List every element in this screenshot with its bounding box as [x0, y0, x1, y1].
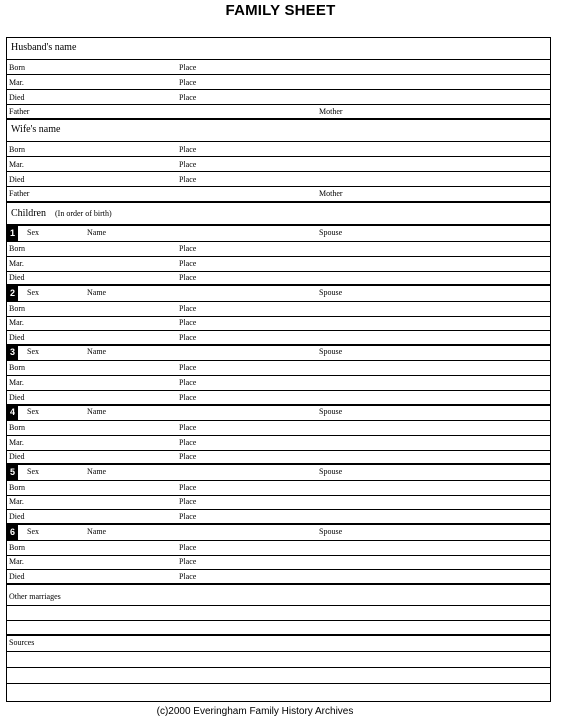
place-label: Place: [179, 571, 197, 581]
place-label: Place: [179, 258, 197, 268]
page-title: FAMILY SHEET: [225, 2, 336, 19]
place-label: Place: [179, 318, 197, 328]
mar-label: Mar.: [9, 378, 24, 387]
died-label: Died: [9, 332, 25, 342]
children-label: Children: [11, 208, 46, 219]
mar-label: Mar.: [9, 258, 24, 268]
child-header-row[interactable]: [7, 525, 550, 541]
child-mar-row[interactable]: [7, 555, 550, 570]
other-marriages-row[interactable]: [7, 590, 550, 606]
wife-died-row[interactable]: [7, 172, 550, 187]
mother-label: Mother: [319, 189, 343, 198]
born-label: Born: [9, 244, 25, 253]
mother-label: Mother: [319, 107, 343, 116]
place-label: Place: [179, 78, 197, 87]
wife-name-label: Wife's name: [11, 124, 61, 135]
sources-row[interactable]: [7, 636, 550, 652]
husband-name-row[interactable]: [7, 38, 550, 60]
place-label: Place: [179, 63, 197, 72]
child-mar-row[interactable]: [7, 316, 550, 331]
died-label: Died: [9, 571, 25, 581]
sources-line[interactable]: [7, 668, 550, 684]
name-label: Name: [87, 466, 107, 476]
child-mar-row[interactable]: [7, 495, 550, 510]
children-note: (In order of birth): [55, 209, 112, 218]
child-died-row[interactable]: [7, 570, 550, 585]
child-number-badge: 6: [7, 525, 18, 540]
name-label: Name: [87, 347, 107, 357]
husband-name-label: Husband's name: [11, 42, 77, 53]
place-label: Place: [179, 160, 197, 169]
child-died-row[interactable]: [7, 331, 550, 346]
other-marriages-line[interactable]: [7, 621, 550, 636]
place-label: Place: [179, 512, 197, 521]
child-number-badge: 4: [7, 405, 18, 420]
mar-label: Mar.: [9, 557, 24, 567]
spouse-label: Spouse: [319, 347, 343, 357]
child-mar-row[interactable]: [7, 257, 550, 272]
child-mar-row[interactable]: [7, 376, 550, 391]
child-header-row[interactable]: [7, 465, 550, 481]
mar-label: Mar.: [9, 160, 24, 169]
born-label: Born: [9, 363, 25, 373]
family-sheet-form: [6, 37, 551, 702]
place-label: Place: [179, 244, 197, 253]
sex-label: Sex: [27, 228, 39, 237]
born-label: Born: [9, 542, 25, 552]
place-label: Place: [179, 378, 197, 387]
child-header-row[interactable]: [7, 286, 550, 302]
born-label: Born: [9, 145, 25, 154]
child-born-row[interactable]: [7, 242, 550, 257]
sex-label: Sex: [27, 347, 39, 357]
child-header-row[interactable]: [7, 226, 550, 242]
spouse-label: Spouse: [319, 466, 343, 476]
place-label: Place: [179, 482, 197, 492]
spouse-label: Spouse: [319, 287, 343, 297]
died-label: Died: [9, 452, 25, 462]
died-label: Died: [9, 512, 25, 521]
place-label: Place: [179, 363, 197, 373]
place-label: Place: [179, 437, 197, 447]
mar-label: Mar.: [9, 78, 24, 87]
died-label: Died: [9, 392, 25, 402]
other-marriages-label: Other marriages: [9, 592, 61, 601]
child-died-row[interactable]: [7, 450, 550, 465]
sex-label: Sex: [27, 407, 39, 417]
name-label: Name: [87, 228, 107, 237]
child-born-row[interactable]: [7, 481, 550, 496]
mar-label: Mar.: [9, 318, 24, 328]
sex-label: Sex: [27, 287, 39, 297]
sources-line[interactable]: [7, 684, 550, 701]
name-label: Name: [87, 526, 107, 536]
footer-copyright: (c)2000 Everingham Family History Archives: [156, 706, 354, 717]
sources-line[interactable]: [7, 652, 550, 668]
husband-died-row[interactable]: [7, 90, 550, 105]
child-number-badge: 5: [7, 465, 18, 480]
husband-born-row[interactable]: [7, 60, 550, 75]
father-label: Father: [9, 189, 30, 198]
wife-name-row[interactable]: [7, 120, 550, 142]
child-number-badge: 3: [7, 345, 18, 360]
child-born-row[interactable]: [7, 361, 550, 376]
place-label: Place: [179, 93, 197, 102]
child-born-row[interactable]: [7, 421, 550, 436]
father-label: Father: [9, 107, 30, 116]
wife-born-row[interactable]: [7, 142, 550, 157]
husband-parents-row[interactable]: [7, 105, 550, 120]
sex-label: Sex: [27, 526, 39, 536]
child-number-badge: 2: [7, 286, 18, 301]
spouse-label: Spouse: [319, 526, 343, 536]
place-label: Place: [179, 423, 197, 433]
spouse-label: Spouse: [319, 407, 343, 417]
child-header-row[interactable]: [7, 405, 550, 421]
place-label: Place: [179, 175, 197, 184]
spouse-label: Spouse: [319, 228, 343, 237]
child-mar-row[interactable]: [7, 436, 550, 451]
place-label: Place: [179, 303, 197, 313]
place-label: Place: [179, 273, 197, 283]
child-number-badge: 1: [7, 226, 18, 241]
other-marriages-line[interactable]: [7, 606, 550, 621]
place-label: Place: [179, 392, 197, 402]
mar-label: Mar.: [9, 497, 24, 507]
child-died-row[interactable]: [7, 510, 550, 525]
children-header-row: [7, 203, 550, 226]
child-header-row[interactable]: [7, 345, 550, 361]
died-label: Died: [9, 273, 25, 283]
husband-mar-row[interactable]: [7, 75, 550, 90]
name-label: Name: [87, 407, 107, 417]
mar-label: Mar.: [9, 437, 24, 447]
place-label: Place: [179, 557, 197, 567]
place-label: Place: [179, 145, 197, 154]
child-died-row[interactable]: [7, 391, 550, 406]
born-label: Born: [9, 482, 25, 492]
born-label: Born: [9, 423, 25, 433]
born-label: Born: [9, 303, 25, 313]
child-born-row[interactable]: [7, 541, 550, 556]
died-label: Died: [9, 175, 25, 184]
name-label: Name: [87, 287, 107, 297]
place-label: Place: [179, 452, 197, 462]
died-label: Died: [9, 93, 25, 102]
wife-mar-row[interactable]: [7, 157, 550, 172]
place-label: Place: [179, 542, 197, 552]
born-label: Born: [9, 63, 25, 72]
sex-label: Sex: [27, 466, 39, 476]
wife-parents-row[interactable]: [7, 187, 550, 203]
child-died-row[interactable]: [7, 271, 550, 286]
place-label: Place: [179, 332, 197, 342]
sources-label: Sources: [9, 638, 35, 647]
place-label: Place: [179, 497, 197, 507]
child-born-row[interactable]: [7, 302, 550, 317]
